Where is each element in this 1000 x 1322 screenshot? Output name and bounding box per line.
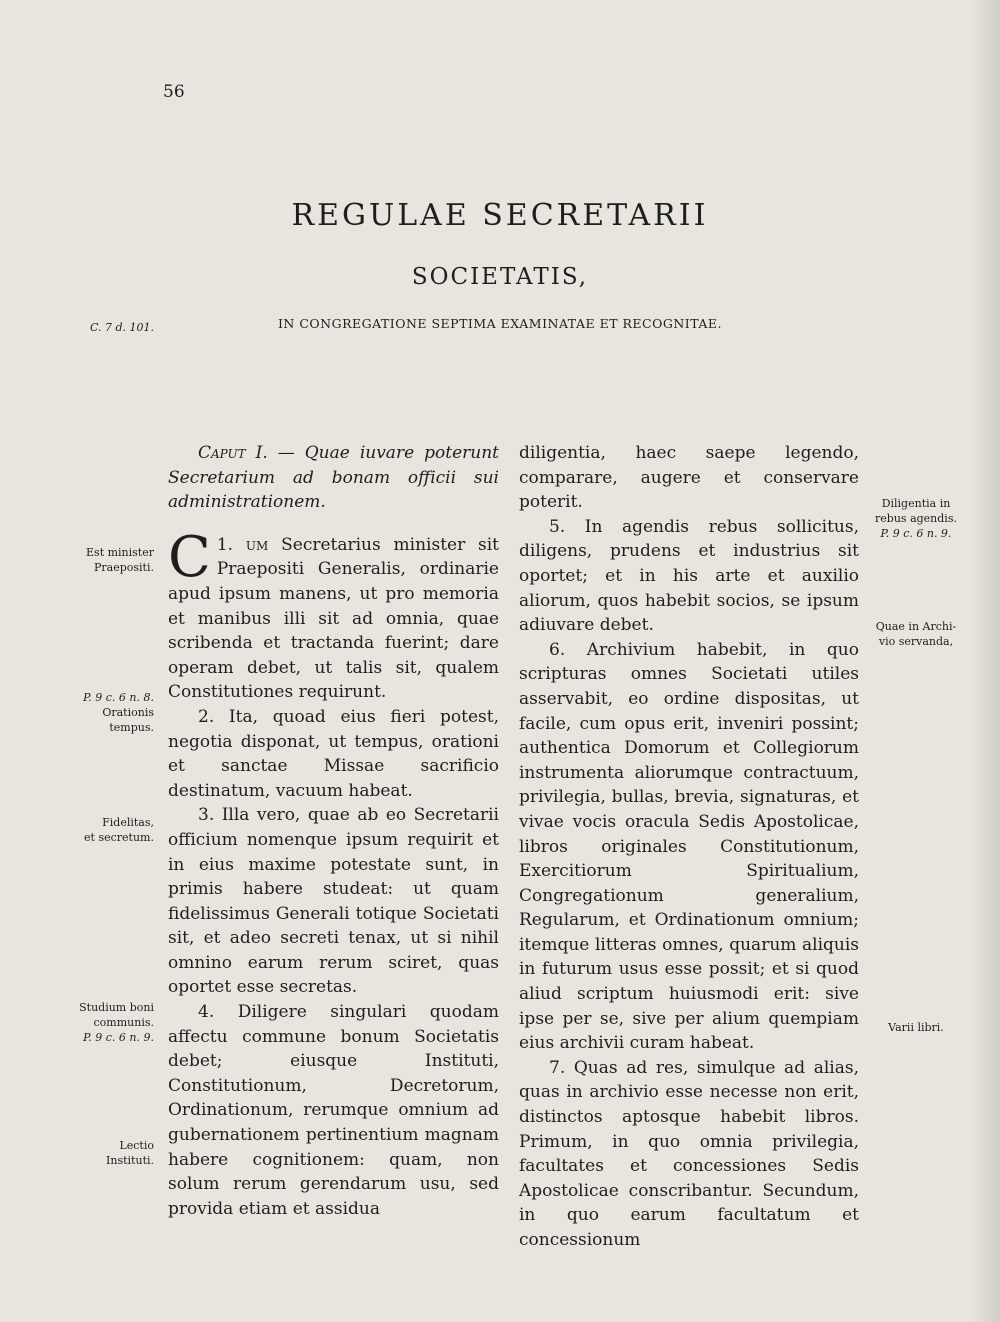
- margin-note-lectio-instituti: [40, 1138, 154, 1168]
- chapter-dash: —: [267, 443, 305, 463]
- margin-note-studium-boni: [40, 1000, 154, 1045]
- margin-line: Instituti.: [106, 1154, 154, 1167]
- chapter-heading: [168, 441, 499, 515]
- paragraph-7: 7. Quas ad res, simulque ad alias, quas in archivio esse necesse non erit, distinctos aptosque habebit libros. Primum, in quo omnia privilegia, facultates et concessiones Sedis Apostolicae conscribantur. Secundum, in quo earum facultatum et concessionum: [519, 1057, 859, 1250]
- margin-line: vio servanda,: [878, 635, 954, 648]
- margin-line: Varii libri.: [888, 1021, 944, 1034]
- page-subheading: IN CONGREGATIONE SEPTIMA EXAMINATAE ET RECOGNITAE.: [277, 316, 722, 331]
- paragraph-4: 4. Diligere singulari quodam affectu commune bonum Societatis debet; eiusque Instituti, Constitutionum, Decretorum, Ordinationum, rerumque omnium ad gubernationem pertinentium magnam habere cognitionem: quam, non solum rerum gerendarum usu, sed provida etiam et assidua: [168, 1002, 499, 1219]
- margin-line: Quae in Archi-: [875, 620, 957, 633]
- margin-line: et secretum.: [84, 831, 154, 844]
- paragraph-1: [168, 524, 500, 705]
- margin-line: Est minister: [86, 546, 154, 559]
- paragraph-5: 5. In agendis rebus sollicitus, diligens, prudens et industrius sit oportet; et in his arte et auxilio aliorum, quos habebit socios, se ipsum adiuvare debet.: [519, 516, 859, 636]
- margin-line: Fidelitas,: [102, 816, 154, 829]
- text-column-right: [519, 441, 859, 1253]
- margin-note-diligentia: [866, 496, 966, 541]
- margin-line: Orationis: [102, 706, 154, 719]
- page-title: REGULAE SECRETARII: [291, 198, 709, 233]
- margin-line: tempus.: [109, 721, 154, 734]
- paragraph-text: Secretarius minister sit Praepositi Generalis, ordinarie apud ipsum manens, ut pro memoria et manibus illi sit ad omnia, quae scribenda et tractanda fuerint; dare operam debet, ut talis sit, qualem Constitutiones requirunt.: [168, 534, 500, 703]
- paragraph-4-continued: diligentia, haec saepe legendo, comparare, augere et conservare poterit.: [519, 443, 859, 513]
- drop-capital: C: [168, 524, 211, 590]
- text-column-left: [168, 441, 499, 1221]
- margin-reference: P. 9 c. 6 n. 8.: [83, 691, 154, 704]
- margin-line: Lectio: [119, 1139, 154, 1152]
- margin-reference: P. 9 c. 6 n. 9.: [83, 1031, 154, 1044]
- margin-line: communis.: [93, 1016, 154, 1029]
- margin-line: Studium boni: [79, 1001, 154, 1014]
- margin-line: Praepositi.: [94, 561, 154, 574]
- page-number: 56: [163, 82, 185, 102]
- small-caps-word: um: [245, 534, 269, 555]
- margin-line: rebus agendis.: [875, 512, 957, 525]
- paragraph-2: 2. Ita, quoad eius fieri potest, negotia disponat, ut tempus, orationi et sanctae Missae sacrificio destinatum, vacuum habeat.: [168, 706, 499, 801]
- margin-note-archivio: [866, 619, 966, 649]
- margin-note-c7d101: C. 7 d. 101.: [89, 321, 154, 334]
- page-subtitle: SOCIETATIS,: [411, 264, 589, 290]
- chapter-title: Quae iuvare poterunt Secretarium ad bonam officii sui administrationem.: [168, 443, 499, 513]
- chapter-label: Caput I.: [198, 443, 268, 463]
- paragraph-number: 1.: [216, 534, 234, 555]
- margin-reference: P. 9 c. 6 n. 9.: [880, 527, 952, 540]
- margin-note-varii-libri: [866, 1020, 966, 1035]
- margin-note-est-minister: [40, 545, 154, 575]
- margin-line: Diligentia in: [881, 497, 951, 510]
- margin-note-fidelitas: [40, 815, 154, 845]
- margin-note-orationis-tempus: [40, 690, 154, 735]
- paragraph-3: 3. Illa vero, quae ab eo Secretarii officium nomenque ipsum requirit et in eius maxime potestate sunt, in primis habere studeat: ut quam fidelissimus Generali totique Societati sit, et adeo secreti tenax, ut si nihil omnino earum rerum sciret, quas oportet esse secretas.: [168, 805, 499, 998]
- paragraph-6: 6. Archivium habebit, in quo scripturas omnes Societati utiles asservabit, eo ordine dispositas, ut facile, cum opus erit, inveniri possint; authentica Domorum et Collegiorum instrumenta aliorumque contractuum, privilegia, bullas, brevia, signaturas, et vivae vocis oracula Sedis Apostolicae, libros originales Constitutionum, Exercitiorum Spiritualium, Congregationum generalium, Regularum, et Ordinationum omnium; itemque litteras omnes, quarum aliquis in futurum usus esse possit; et si quod aliud scriptum huiusmodi erit: sive ipse per se, sive per alium quempiam eius archivii curam habeat.: [519, 639, 859, 1054]
